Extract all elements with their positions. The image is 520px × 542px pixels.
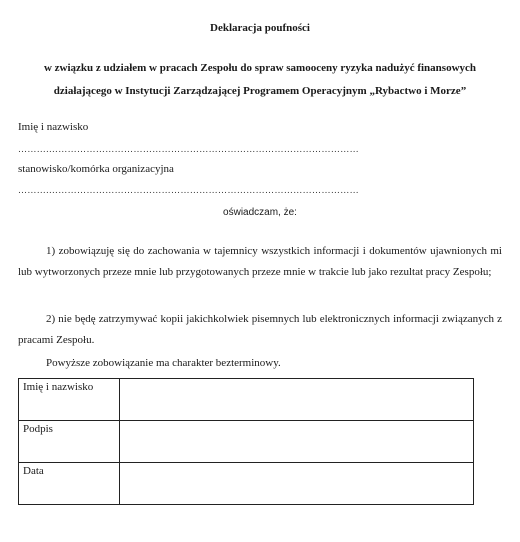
position-label: stanowisko/komórka organizacyjna — [18, 163, 174, 175]
closing-statement: Powyższe zobowiązanie ma charakter bezterminowy. — [46, 357, 281, 369]
position-fill-line: ……….……………………………………………………………………………………… — [18, 185, 360, 195]
declaration-point-1 — [18, 241, 502, 283]
document-subtitle-line-2: działającego w Instytucji Zarządzającej Programem Operacyjnym „Rybactwo i Morze” — [53, 85, 467, 97]
signature-row-name-field[interactable] — [120, 379, 474, 421]
name-label: Imię i nazwisko — [18, 121, 89, 133]
signature-table — [18, 378, 474, 505]
declaration-point-2 — [18, 309, 502, 351]
document-subtitle-line-1: w związku z udziałem w pracach Zespołu do spraw samooceny ryzyka nadużyć finansowych — [43, 62, 477, 74]
signature-row-name — [19, 379, 474, 421]
document-title: Deklaracja poufności — [210, 22, 310, 34]
signature-row-date-label: Data — [19, 463, 120, 505]
signature-row-signature — [19, 421, 474, 463]
declaration-point-1-text: 1) zobowiązuję się do zachowania w tajemnicy wszystkich informacji i dokumentów ujawnionych mi lub wytworzonych przeze mnie lub przygotowanych przeze mnie w trakcie lub jako rezultat pracy Zespołu; — [18, 245, 502, 278]
signature-row-name-label: Imię i nazwisko — [19, 379, 120, 421]
signature-row-date-field[interactable] — [120, 463, 474, 505]
signature-row-signature-field[interactable] — [120, 421, 474, 463]
declaration-heading: oświadczam, że: — [223, 207, 297, 218]
signature-row-date — [19, 463, 474, 505]
signature-row-signature-label: Podpis — [19, 421, 120, 463]
name-fill-line: ……….……………………………………………………………………………………… — [18, 144, 360, 154]
declaration-point-2-text: 2) nie będę zatrzymywać kopii jakichkolwiek pisemnych lub elektronicznych informacji związanych z pracami Zespołu. — [18, 313, 502, 346]
